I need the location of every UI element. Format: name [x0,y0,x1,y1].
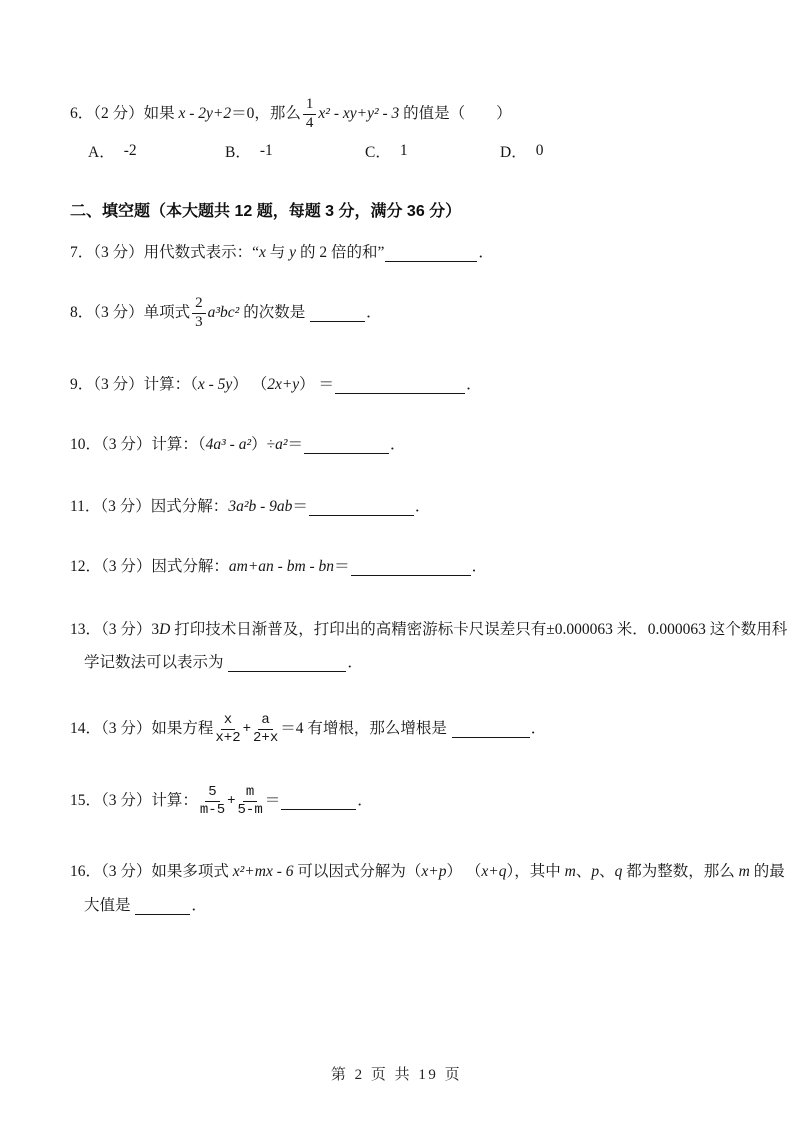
answer-blank [335,376,465,393]
fraction [192,296,206,331]
math-operator: + [227,792,236,809]
text-segment: 大值是 [84,896,135,914]
fraction [200,785,225,817]
text-segment: ＝ [264,791,281,809]
option-value: -1 [259,142,273,159]
fraction-denominator: 4 [305,114,314,131]
fraction [238,785,263,817]
text-segment: ） （ [232,375,268,393]
text-segment: 8．（3 分）单项式 [70,303,191,321]
math-segment: x² - xy+y² - 3 [318,104,400,122]
math-segment: m [564,862,576,880]
math-segment: D [159,620,171,638]
fraction-numerator: a [258,713,272,730]
math-segment: am+an - bm - bn [228,557,335,575]
text-segment: 7．（3 分）用代数式表示：“ [70,243,260,261]
question-13-line-1 [70,616,787,644]
fraction [253,713,278,745]
fraction [303,97,317,132]
option-value: 0 [535,142,544,159]
text-segment: ． [530,719,547,737]
text-segment: 12．（3 分）因式分解： [70,557,229,575]
text-segment: ＝ [292,497,308,515]
text-segment: 可以因式分解为（ [293,862,422,880]
text-segment: ． [366,303,382,321]
question-16-line-2 [84,892,207,920]
answer-blank [310,304,365,321]
question-8-line [70,291,382,335]
fraction-denominator: m-5 [199,801,226,818]
math-segment: m [738,862,750,880]
section-header-fill-in-blanks: 二、填空题（本大题共 12 题，每题 3 分，满分 36 分） [70,202,462,220]
math-segment: y [289,243,297,261]
text-segment: ） （ [446,862,482,880]
text-segment: ）÷ [251,435,276,453]
question-7-line [70,239,494,267]
answer-blank [135,897,190,914]
math-segment: x+q [481,862,507,880]
fraction-denominator: x+2 [215,729,241,746]
math-segment: x+p [421,862,447,880]
answer-blank [304,436,389,453]
math-segment: a³bc² [207,303,240,321]
option-value: 1 [399,142,408,159]
fraction-numerator: x [221,713,235,730]
text-segment: ＝ [334,557,350,575]
option-b [225,137,273,165]
answer-blank [385,244,477,261]
option-value: -2 [123,142,137,159]
math-segment: 2x+y [267,375,300,393]
text-segment: ＝4 有增根，那么增根是 [280,719,451,737]
fraction-numerator: m [243,785,257,802]
text-segment: ． [347,653,363,671]
text-segment: 的次数是 [239,303,310,321]
question-6-line [70,92,512,136]
fraction-numerator: 5 [205,785,219,802]
question-14-line [70,707,546,751]
math-operator: + [242,720,252,737]
text-segment: 、 [575,862,592,880]
text-segment: 9．（3 分）计算：（ [70,375,198,393]
option-a [88,137,137,165]
answer-blank [228,654,346,671]
question-6-options [0,137,793,165]
text-segment: ． [390,435,406,453]
text-segment: 都为整数，那么 [622,862,739,880]
text-segment: ＝ [287,435,304,453]
text-segment: 的 2 倍的和” [296,243,385,261]
text-segment: 11．（3 分）因式分解： [70,497,229,515]
math-segment: 3a²b - 9ab [228,497,293,515]
text-segment: 6．（2 分）如果 [70,104,179,122]
fraction-numerator: 1 [303,97,317,115]
text-segment: 打印技术日渐普及，打印出的高精密游标卡尺误差只有±0.000063 米．0.000063 这个数用科 [170,620,788,638]
answer-blank [281,792,356,809]
option-label: D． [500,144,527,161]
text-segment: ． [357,791,373,809]
option-label: B． [225,144,251,161]
text-segment: ． [478,243,494,261]
math-segment: x - 2y+2 [178,104,232,122]
text-segment: ＝0，那么 [231,104,301,122]
text-segment: 与 [265,243,290,261]
math-segment: x²+mx - 6 [232,862,294,880]
text-segment: ． [466,375,482,393]
fraction-denominator: 5-m [237,801,263,818]
answer-blank [452,720,530,737]
text-segment: 15．（3 分）计算： [70,791,198,809]
question-16-line-1 [70,858,785,886]
math-segment: p [591,862,600,880]
text-segment: ． [471,557,488,575]
text-segment: 13．（3 分）3 [70,620,160,638]
question-9-line [70,371,482,399]
fraction [215,713,240,745]
question-13-line-2 [84,649,363,677]
text-segment: ． [414,497,431,515]
text-segment: 学记数法可以表示为 [84,653,228,671]
answer-blank [309,498,414,515]
option-c [365,137,408,165]
answer-blank [351,558,471,575]
math-segment: q [614,862,623,880]
text-segment: ），其中 [506,862,565,880]
question-11-line [70,493,430,521]
question-10-line [70,431,406,459]
text-segment: 、 [599,862,615,880]
text-segment: 的值是（ ） [399,104,512,122]
option-label: A． [88,144,115,161]
text-segment: 的最 [749,862,785,880]
text-segment: 14．（3 分）如果方程 [70,719,214,737]
text-segment: 10．（3 分）计算：（ [70,435,206,453]
text-segment: ． [191,896,207,914]
fraction-denominator: 3 [195,313,203,330]
text-segment: ） ＝ [299,375,335,393]
option-d [500,137,543,165]
option-label: C． [365,144,391,161]
fraction-denominator: 2+x [253,729,279,746]
math-segment: x [259,243,266,261]
math-segment: 4a³ - a² [205,435,252,453]
question-12-line [70,553,487,581]
page-footer: 第 2 页 共 19 页 [330,1066,463,1083]
fraction-numerator: 2 [192,296,206,314]
question-15-line [70,779,373,823]
math-segment: a² [275,435,288,453]
math-segment: x - 5y [197,375,233,393]
text-segment: 16．（3 分）如果多项式 [70,862,233,880]
